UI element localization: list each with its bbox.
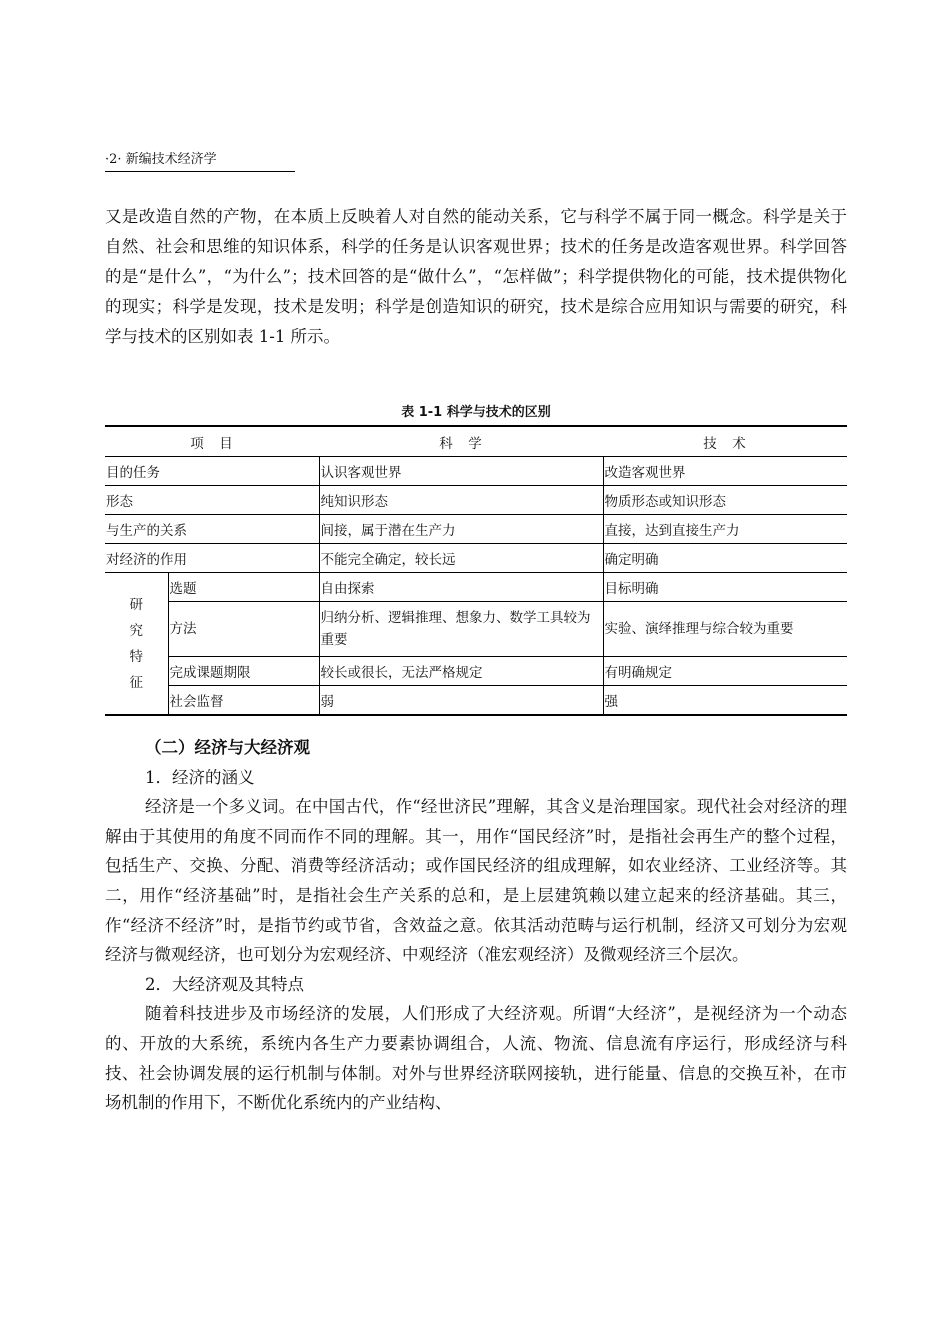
science-cell: 自由探索 [319, 573, 603, 602]
technology-cell: 确定明确 [603, 544, 847, 573]
header-technology: 技 术 [603, 426, 847, 457]
science-cell: 间接，属于潜在生产力 [319, 515, 603, 544]
intro-paragraph: 又是改造自然的产物，在本质上反映着人对自然的能动关系，它与科学不属于同一概念。科学是关于自然、社会和思维的知识体系，科学的任务是认识客观世界；技术的任务是改造客观世界。科学回答的是“是什么”，“为什么”；技术回答的是“做什么”，“怎样做”；科学提供物化的可能，技术提供物化的现实；科学是发现，技术是发明；科学是创造知识的研究，技术是综合应用知识与需要的研究，科学与技术的区别如表 1-1 所示。 [105, 207, 847, 346]
science-cell: 弱 [319, 686, 603, 716]
subsection-heading: 2．大经济观及其特点 [145, 974, 304, 994]
technology-cell: 直接，达到直接生产力 [603, 515, 847, 544]
row-label: 对经济的作用 [105, 544, 319, 573]
row-label: 目的任务 [105, 457, 319, 486]
technology-cell: 目标明确 [603, 573, 847, 602]
header-item: 项 目 [105, 426, 319, 457]
section-heading: （二）经济与大经济观 [145, 738, 310, 757]
paragraph: 经济是一个多义词。在中国古代，作“经世济民”理解，其含义是治理国家。现代社会对经济的理解由于其使用的角度不同而作不同的理解。其一，用作“国民经济”时，是指社会再生产的整个过程，包括生产、交换、分配、消费等经济活动；或作国民经济的组成理解，如农业经济、工业经济等。其二，用作“经济基础”时，是指社会生产关系的总和，是上层建筑赖以建立起来的经济基础。其三，作“经济不经济”时，是指节约或节省，含效益之意。依其活动范畴与运行机制，经济又可划分为宏观经济与微观经济，也可划分为宏观经济、中观经济（准宏观经济）及微观经济三个层次。 [105, 797, 847, 965]
technology-cell: 实验、演绎推理与综合较为重要 [603, 602, 847, 657]
row-label: 社会监督 [168, 686, 319, 716]
table-row [105, 657, 847, 686]
table-caption: 表 1-1 科学与技术的区别 [401, 405, 551, 420]
technology-cell: 物质形态或知识形态 [603, 486, 847, 515]
table-row [105, 602, 847, 657]
section-body [105, 733, 847, 1118]
subsection-heading: 1．经济的涵义 [145, 767, 255, 787]
row-label: 完成课题期限 [168, 657, 319, 686]
science-cell: 较长或很长，无法严格规定 [319, 657, 603, 686]
technology-cell: 强 [603, 686, 847, 716]
table-row [105, 573, 847, 602]
table-row [105, 686, 847, 716]
row-label: 与生产的关系 [105, 515, 319, 544]
research-features-label: 研 究 特 征 [105, 573, 168, 716]
comparison-table [105, 425, 847, 716]
row-label: 选题 [168, 573, 319, 602]
table-row [105, 544, 847, 573]
table-row [105, 486, 847, 515]
science-cell: 归纳分析、逻辑推理、想象力、数学工具较为重要 [319, 602, 603, 657]
technology-cell: 有明确规定 [603, 657, 847, 686]
paragraph: 随着科技进步及市场经济的发展，人们形成了大经济观。所谓“大经济”，是视经济为一个动态的、开放的大系统，系统内各生产力要素协调组合，人流、物流、信息流有序运行，形成经济与科技、社会协调发展的运行机制与体制。对外与世界经济联网接轨，进行能量、信息的交换互补，在市场机制的作用下，不断优化系统内的产业结构、 [105, 1004, 847, 1113]
science-cell: 纯知识形态 [319, 486, 603, 515]
row-label: 方法 [168, 602, 319, 657]
header-science: 科 学 [319, 426, 603, 457]
technology-cell: 改造客观世界 [603, 457, 847, 486]
science-cell: 不能完全确定，较长远 [319, 544, 603, 573]
row-label: 形态 [105, 486, 319, 515]
science-cell: 认识客观世界 [319, 457, 603, 486]
page-header: ·2· 新编技术经济学 [105, 148, 295, 172]
table-row [105, 515, 847, 544]
table-row [105, 457, 847, 486]
table-header-row [105, 426, 847, 457]
